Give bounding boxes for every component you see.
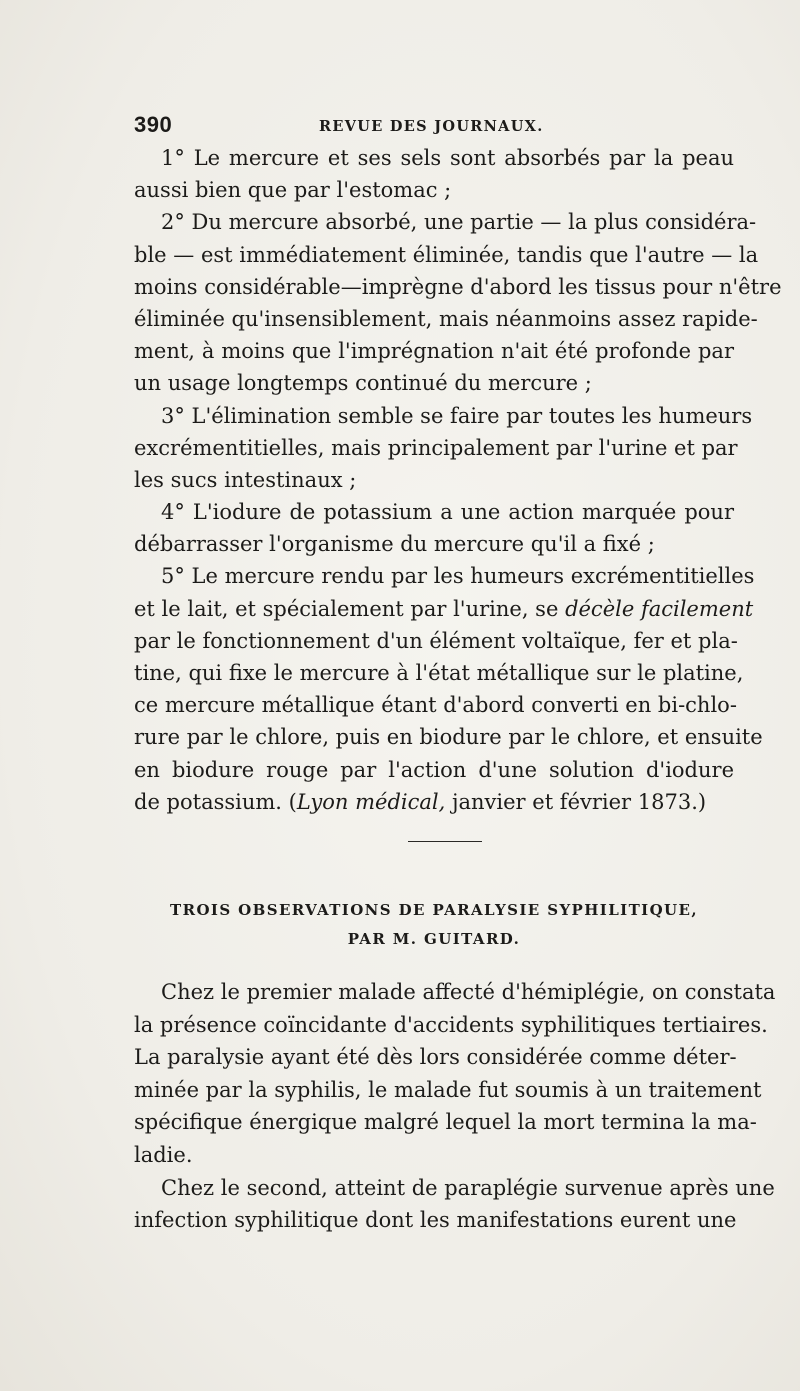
conclusion-5-line-7: en biodure rouge par l'action d'une solution d'iodure [134, 757, 734, 782]
body-line-2: la présence coïncidante d'accidents syphilitiques tertiaires. [134, 1012, 768, 1037]
section-title-line-2: PAR M. GUITARD. [347, 930, 521, 948]
conclusion-5-line-3: par le fonctionnement d'un élément voltaïque, fer et pla- [134, 628, 738, 653]
emphasis-decele: décèle facilement [565, 596, 754, 621]
conclusion-1-line-2: aussi bien que par l'estomac ; [134, 178, 452, 203]
conclusion-3-line-1: 3° L'élimination semble se faire par toutes les humeurs [161, 403, 753, 428]
conclusion-4-line-2: débarrasser l'organisme du mercure qu'il a fixé ; [134, 532, 655, 557]
conclusion-5-line-2 [134, 593, 754, 625]
conclusion-2-line-2: ble — est immédiatement éliminée, tandis que l'autre — la [134, 242, 759, 267]
page-header [134, 112, 744, 142]
conclusion-5-line-6: rure par le chlore, puis en biodure par le chlore, et ensuite [134, 725, 763, 750]
body-line-3: La paralysie ayant été dès lors considérée comme déter- [134, 1045, 737, 1070]
conclusion-5-line-1: 5° Le mercure rendu par les humeurs excrémentitielles [161, 564, 755, 589]
conclusion-5-line-5: ce mercure métallique étant d'abord converti en bi-chlo- [134, 693, 737, 718]
citation-journal: Lyon médical, [296, 789, 446, 814]
section-title [134, 896, 734, 954]
body-line-7: Chez le second, atteint de paraplégie survenue après une [161, 1175, 775, 1200]
conclusion-3-line-3: les sucs intestinaux ; [134, 467, 357, 492]
page-number: 390 [134, 112, 173, 137]
conclusion-3-line-2: excrémentitielles, mais principalement par l'urine et par [134, 435, 738, 460]
citation-date: janvier et février 1873.) [445, 789, 707, 814]
body-line-5: spécifique énergique malgré lequel la mort termina la ma- [134, 1110, 757, 1135]
conclusion-1-line-1: 1° Le mercure et ses sels sont absorbés par la peau [161, 146, 734, 170]
conclusion-2-line-3: moins considérable—imprègne d'abord les tissus pour n'être [134, 274, 782, 299]
conclusion-5-line-4: tine, qui fixe le mercure à l'état métallique sur le platine, [134, 661, 744, 685]
body-line-1: Chez le premier malade affecté d'hémiplégie, on constata [161, 980, 776, 1004]
body-line-8: infection syphilitique dont les manifestations eurent une [134, 1208, 737, 1233]
section-title-line-1: TROIS OBSERVATIONS DE PARALYSIE SYPHILITIQUE, [170, 901, 698, 919]
conclusion-2-line-6: un usage longtemps continué du mercure ; [134, 371, 592, 396]
conclusion-5-line-8 [134, 786, 734, 818]
section-divider [408, 841, 482, 842]
running-head: REVUE DES JOURNAUX. [319, 118, 544, 135]
body-line-6: ladie. [134, 1142, 193, 1167]
conclusion-5-line-2-text: et le lait, et spécialement par l'urine, se [134, 596, 559, 621]
conclusion-4-line-1: 4° L'iodure de potassium a une action marquée pour [161, 500, 734, 525]
conclusion-2-line-4: éliminée qu'insensiblement, mais néanmoins assez rapide- [134, 306, 758, 331]
body-line-4: minée par la syphilis, le malade fut soumis à un traitement [134, 1077, 762, 1102]
conclusion-2-line-5: ment, à moins que l'imprégnation n'ait été profonde par [134, 339, 734, 364]
citation-prefix: de potassium. ( [134, 789, 297, 814]
observations-text [134, 976, 776, 1237]
conclusions-list [134, 142, 782, 818]
conclusion-2-line-1: 2° Du mercure absorbé, une partie — la plus considéra- [161, 210, 757, 235]
